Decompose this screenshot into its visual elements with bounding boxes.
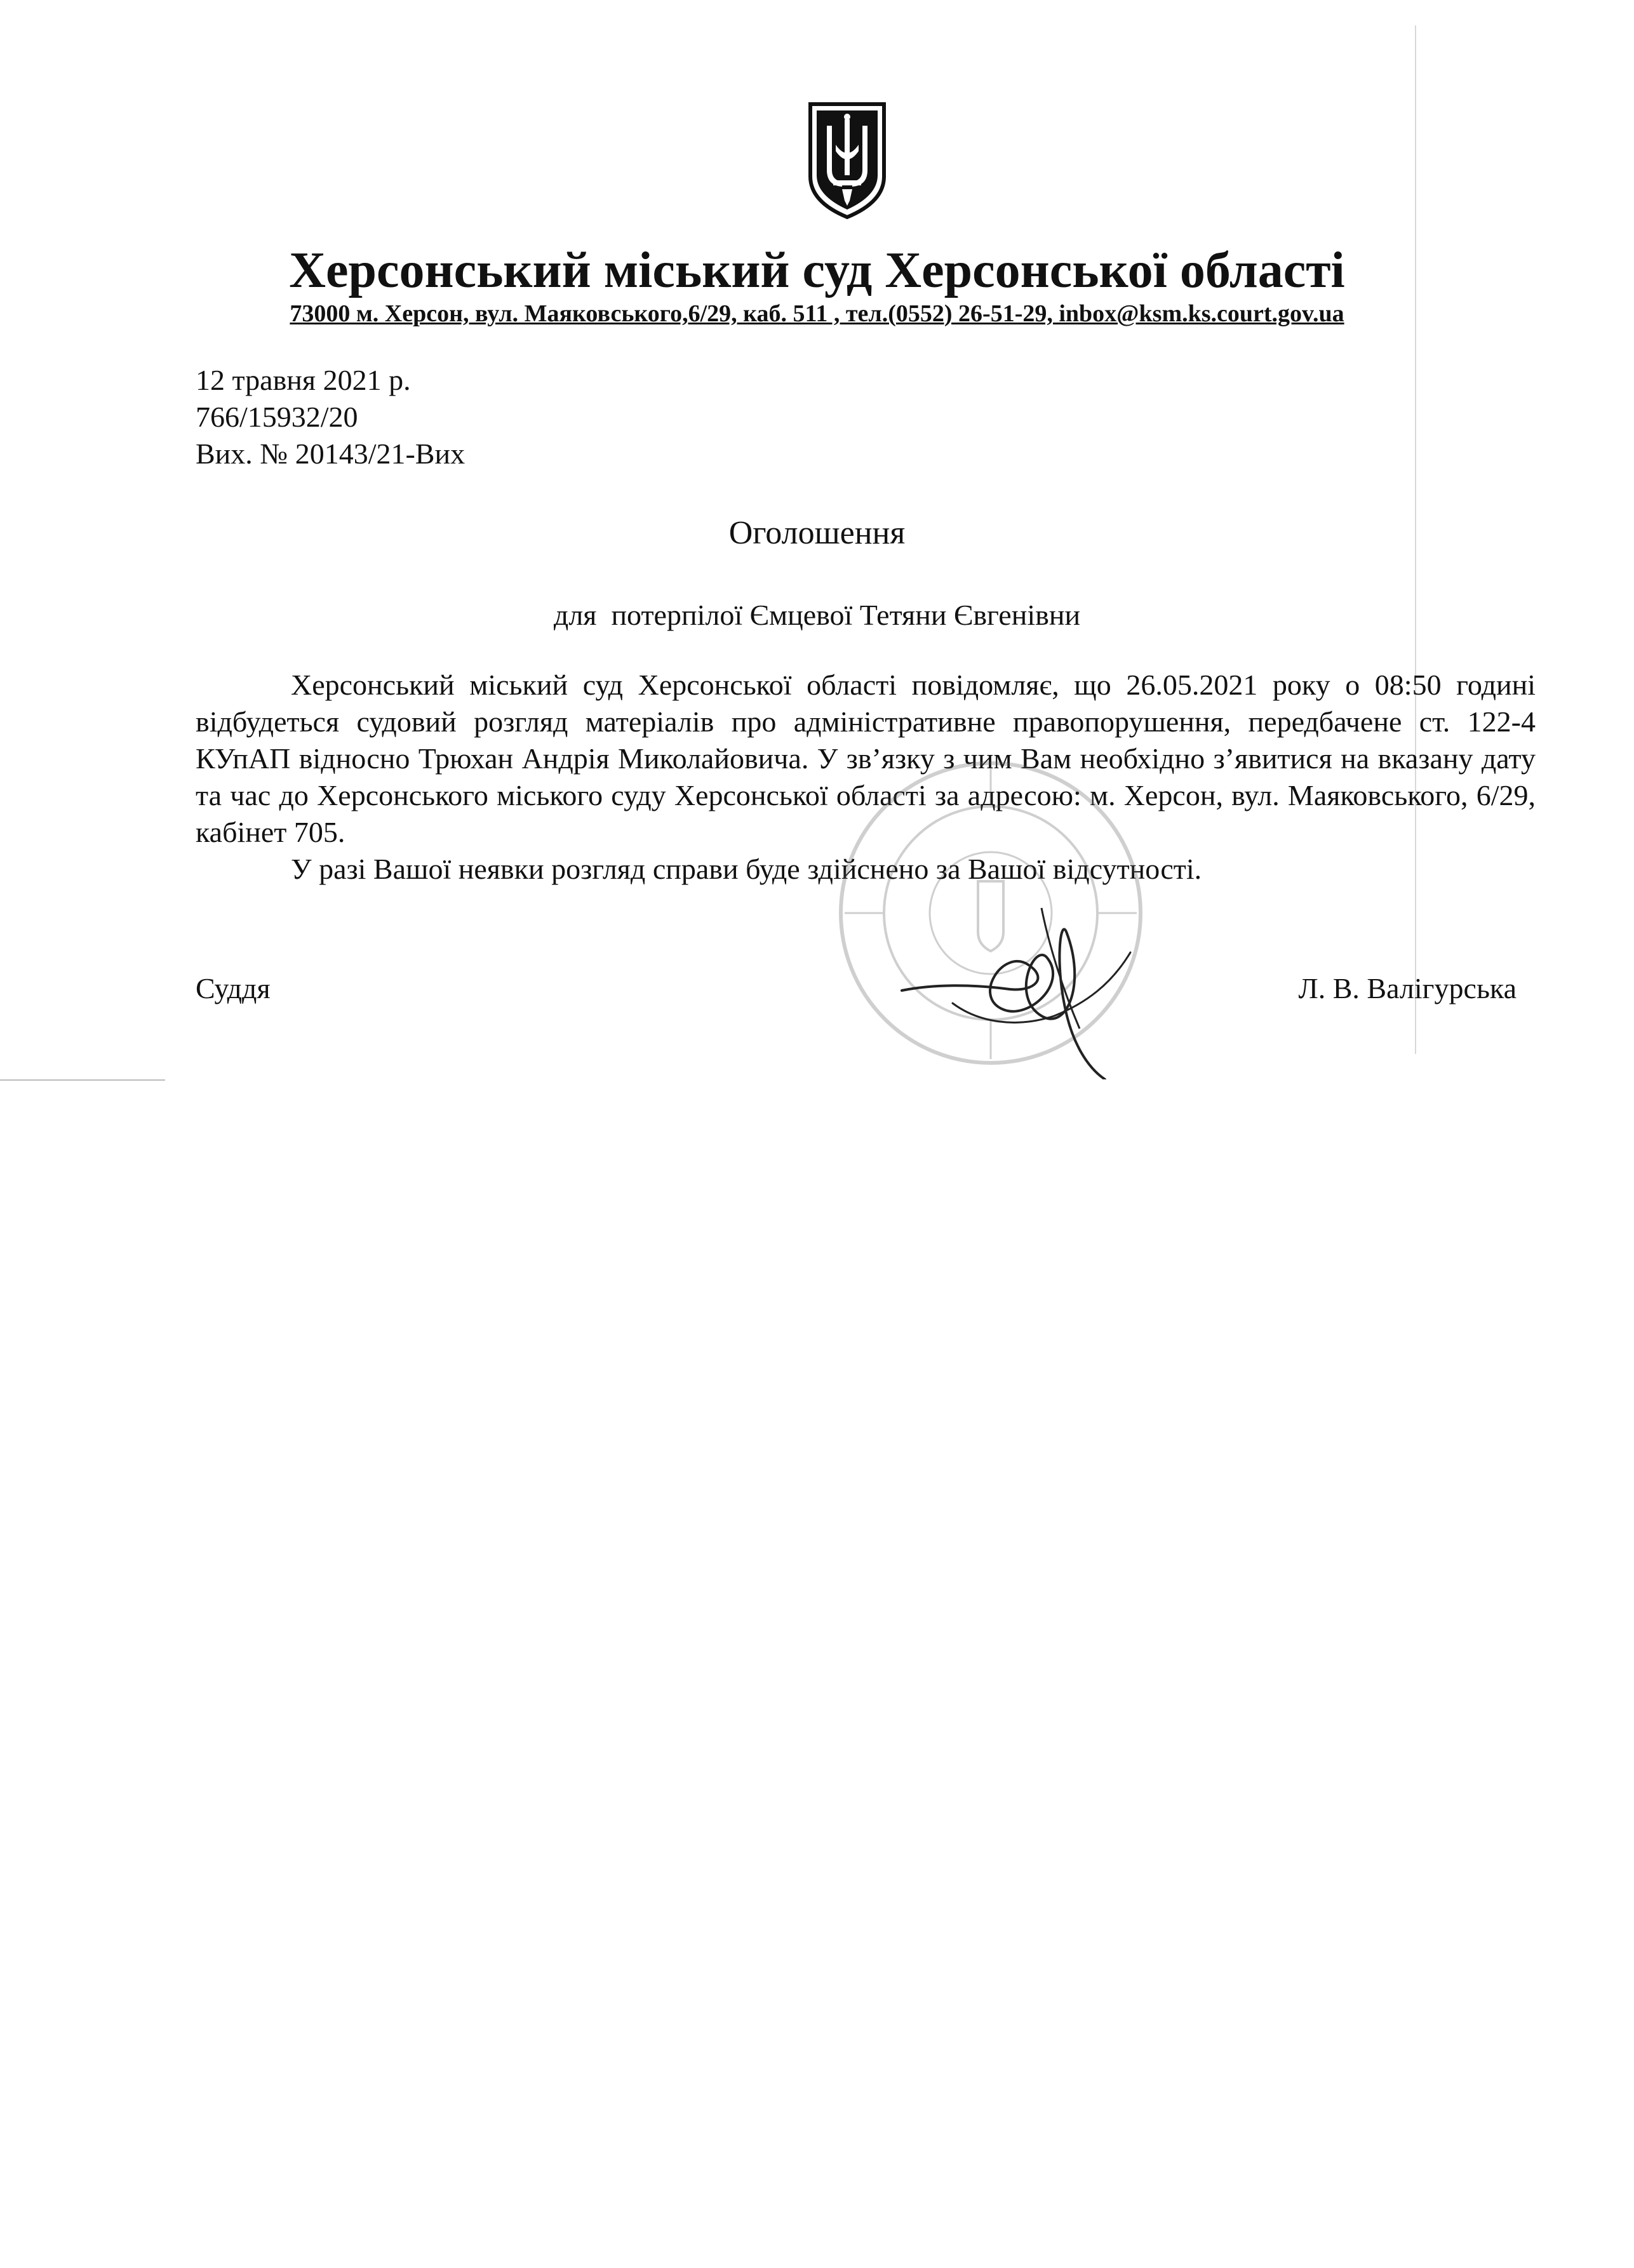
document-meta: [196, 362, 465, 472]
court-name-heading: Херсонський міський суд Херсонської області: [289, 243, 1345, 298]
coat-of-arms-icon: [805, 100, 889, 221]
document-date: 12 травня 2021 р.: [196, 364, 411, 396]
outgoing-number: Вих. № 20143/21-Вих: [196, 437, 465, 470]
body-paragraph-1: Херсонський міський суд Херсонської області повідомляє, що 26.05.2021 року о 08:50 годині відбудеться судовий розгляд матеріалів про адміністративне правопорушення, передбачене ст. 122-4 КУпАП відносно Трюхан Андрія Миколайовича. У зв’язку з чим Вам необхідно з’явитися на вказану дату та час до Херсонського міського суду Херсонської області за адресою: м. Херсон, вул. Маяковського, 6/29, кабінет 705.: [196, 669, 1536, 848]
document-title: Оголошення: [728, 515, 906, 551]
addressee-line: для потерпілої Ємцевої Тетяни Євгенівни: [553, 599, 1081, 631]
scan-edge-line-bottom: [0, 1079, 165, 1081]
judge-title: Суддя: [196, 972, 271, 1004]
court-address-line: 73000 м. Херсон, вул. Маяковського,6/29, каб. 511 , тел.(0552) 26-51-29, inbox@ksm.ks.court.gov.ua: [290, 300, 1344, 327]
judge-name: Л. В. Валігурська: [1298, 972, 1517, 1004]
handwritten-signature: [876, 889, 1143, 1079]
body-paragraph-2: У разі Вашої неявки розгляд справи буде здійснено за Вашої відсутності.: [291, 853, 1202, 885]
case-number: 766/15932/20: [196, 401, 358, 433]
